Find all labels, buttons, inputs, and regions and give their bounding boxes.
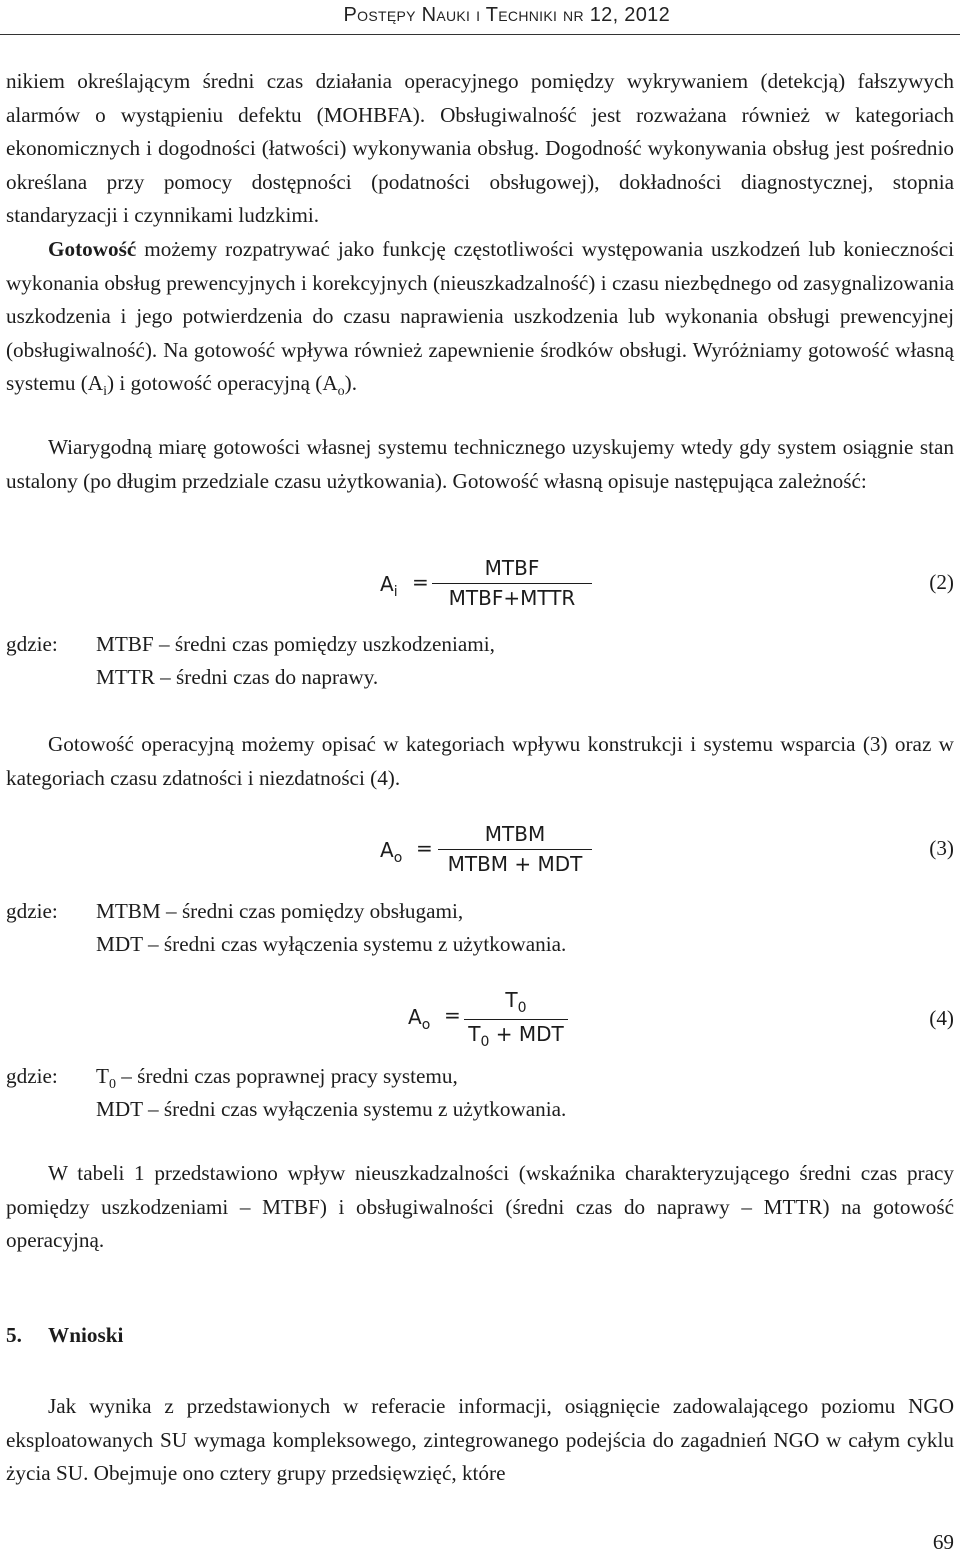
equation-number: (4) [929, 1006, 954, 1030]
equation-fraction [432, 556, 592, 610]
denominator: $T_0$ + MDT [468, 1022, 564, 1050]
where-label: gdzie: [6, 632, 58, 656]
equation-lhs: $A_o$ [408, 1005, 431, 1033]
bold-term: Gotowość [48, 237, 137, 261]
paragraph-availability: Gotowość możemy rozpatrywać jako funkcję częstotliwości występowania uszkodzeń lub konieczności wykonania obsług prewencyjnych i korekcyjnych (nieuszkadzalność) i czasu niezbędnego od zasygnalizowania uszkodzenia i jego potwierdzenia do czasu naprawienia uszkodzenia lub wykonania obsługi prewencyjnej (obsługiwalność). Na gotowość wpływa również zapewnienie środków obsługi. Wyróżniamy gotowość własną systemu $(A_i)$ i gotowość operacyjną $(A_o)$. [6, 237, 954, 399]
where-label: gdzie: [6, 899, 58, 923]
equation-lhs: $A_i$ [380, 572, 398, 600]
paragraph-table-reference: W tabeli 1 przedstawiono wpływ nieuszkadzalności (wskaźnika charakteryzującego średni czas pracy pomiędzy uszkodzeniami – MTBF) i obsługiwalności (średni czas do naprawy – MTTR) na gotowość operacyjną. [6, 1161, 954, 1252]
paragraph-conclusions: Jak wynika z przedstawionych w referacie informacji, osiągnięcie zadowalającego poziomu NGO eksploatowanych SU wymaga kompleksowego, zintegrowanego podejścia do zagadnień NGO w całym cyklu życia SU. Obejmuje ono cztery grupy przedsięwzięć, które [6, 1394, 954, 1485]
equation-lhs: $A_o$ [380, 838, 403, 866]
equation-number: (3) [929, 836, 954, 860]
paragraph-text: nikiem określającym średni czas działania operacyjnego pomiędzy wykrywaniem (detekcją) fałszywych alarmów o wystąpieniu defektu (MOHBFA). Obsługiwalność jest rozważana również w kategoriach ekonomicznych i dogodności (łatwości) wykonywania obsług. Dogodność wykonywania obsług jest pośrednio określana przy pomocy dostępności (podatności obsługowej), dokładności diagnostycznej, stopnia standaryzacji i czynnikami ludzkimi. [6, 69, 954, 227]
journal-issue: 12, 2012 [589, 4, 670, 26]
section-number: 5. [6, 1323, 22, 1347]
numerator: MTBM [484, 822, 546, 846]
section-title: Wnioski [48, 1323, 124, 1347]
equation-fraction [438, 822, 592, 876]
page-number: 69 [932, 1530, 954, 1554]
paragraph-operational-availability: Gotowość operacyjną możemy opisać w kategoriach wpływu konstrukcji i systemu wsparcia (3) oraz w kategoriach czasu zdatności i niezdatności (4). [6, 732, 954, 790]
equation-fraction [464, 988, 568, 1050]
running-header [0, 0, 960, 35]
section-heading [6, 1323, 123, 1348]
journal-title [344, 4, 670, 27]
journal-name: Postępy Nauki i Techniki nr [343, 4, 584, 26]
where-label: gdzie: [6, 1064, 58, 1088]
numerator: $T_0$ [505, 988, 527, 1016]
paragraph-intrinsic-availability: Wiarygodną miarę gotowości własnej systemu technicznego uzyskujemy wtedy gdy system osiągnie stan ustalony (po długim przedziale czasu użytkowania). Gotowość własną opisuje następująca zależność: [6, 435, 954, 493]
denominator: MTBF+MTTR [448, 586, 576, 610]
paragraph-maintainability [6, 65, 954, 233]
numerator: MTBF [484, 556, 540, 580]
equation-number: (2) [929, 570, 954, 594]
denominator: MTBM + MDT [447, 852, 583, 876]
